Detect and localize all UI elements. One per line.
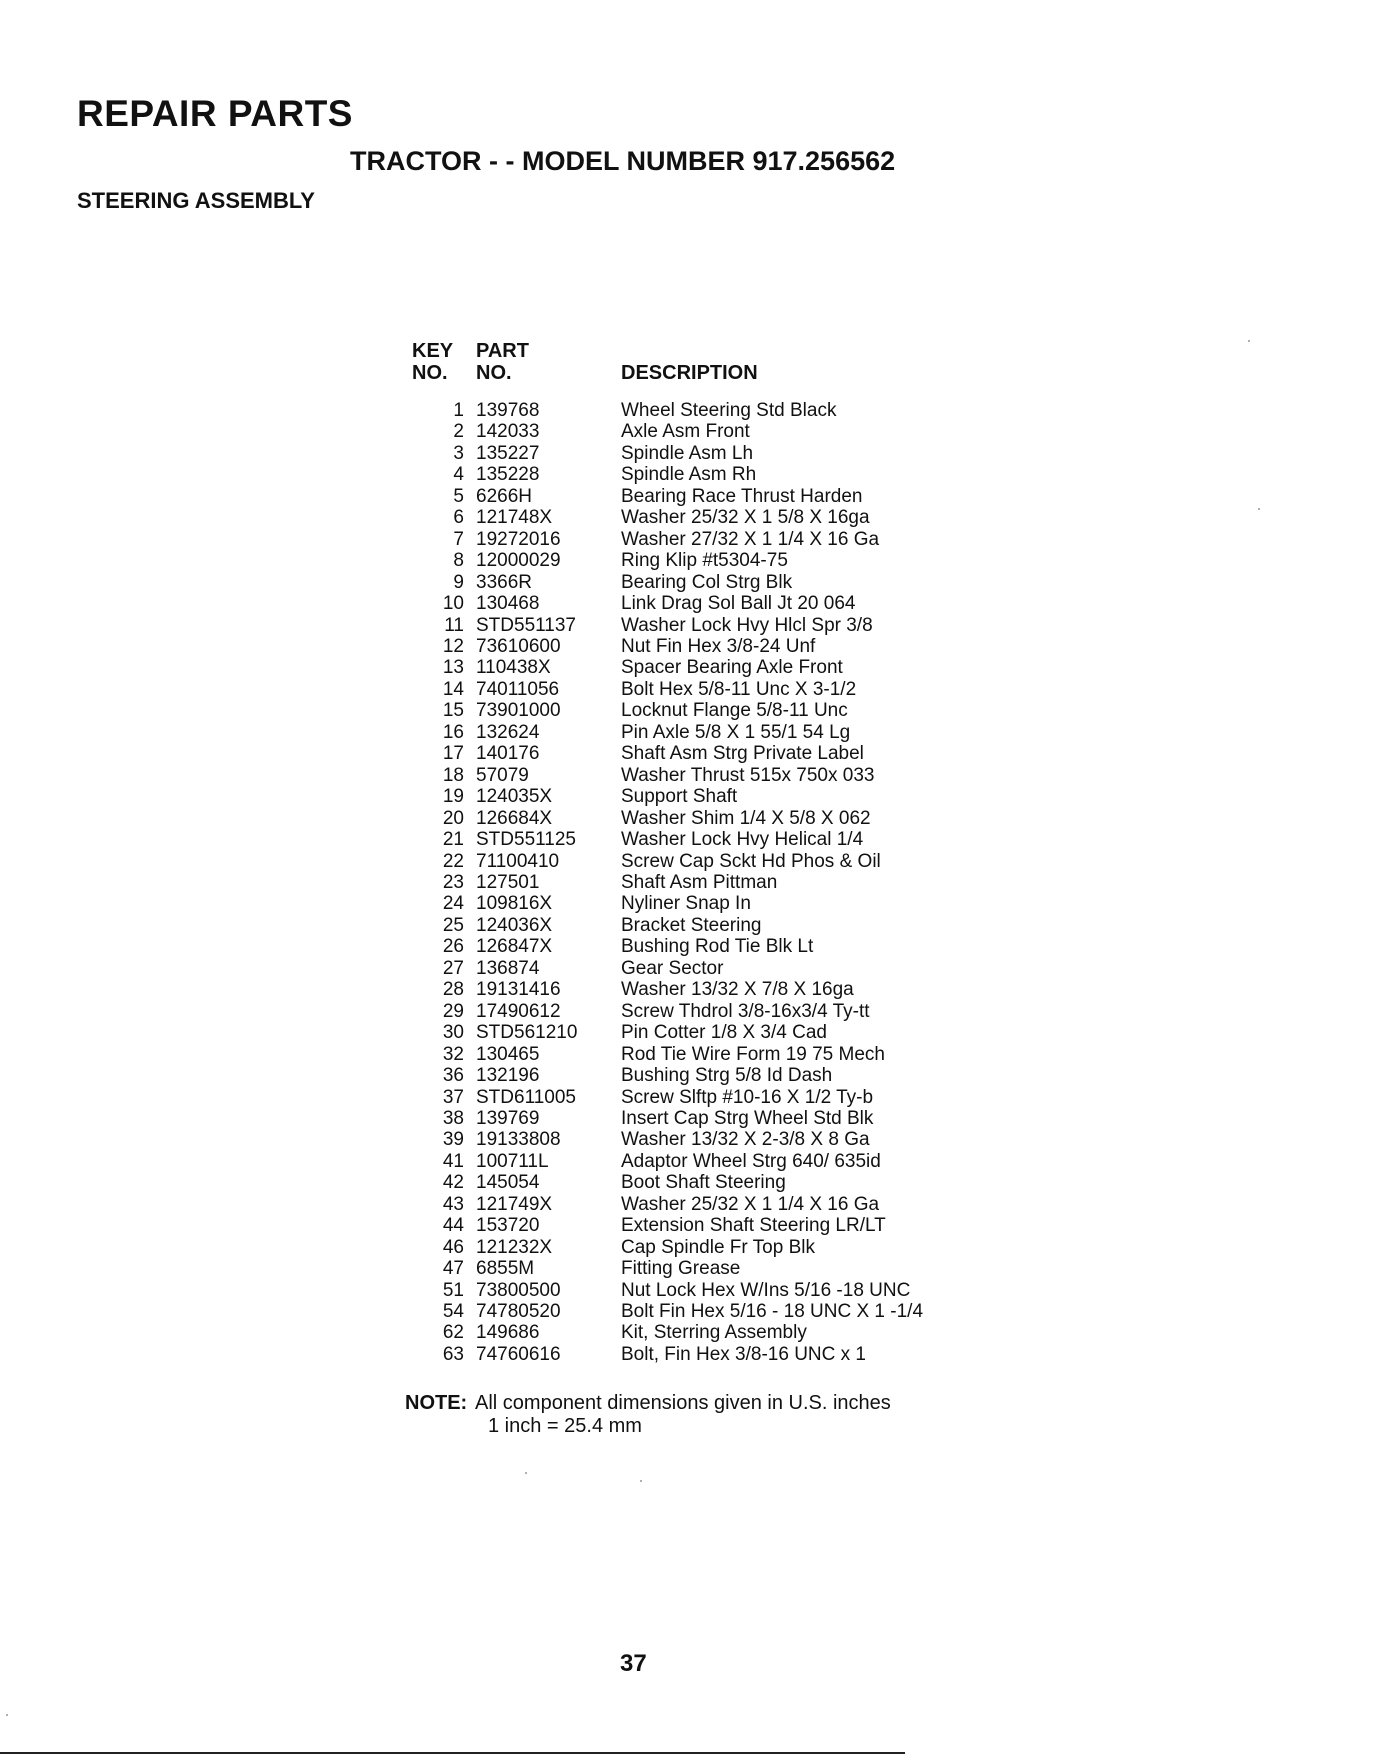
part-description: Washer 25/32 X 1 5/8 X 16ga [621, 507, 870, 529]
parts-table-body [412, 400, 981, 1365]
table-row [412, 722, 981, 743]
part-description: Fitting Grease [621, 1258, 741, 1280]
part-number: 74011056 [476, 678, 560, 700]
key-number: 9 [453, 571, 464, 593]
parts-table-header [412, 340, 981, 400]
part-description: Washer 27/32 X 1 1/4 X 16 Ga [621, 528, 880, 550]
scan-speck [1248, 340, 1250, 342]
table-row [412, 1087, 981, 1108]
part-number: 126847X [476, 936, 553, 958]
model-title: TRACTOR - - MODEL NUMBER 917.256562 [350, 146, 896, 176]
part-number: 121749X [476, 1193, 553, 1215]
part-number: 126684X [476, 807, 553, 829]
key-number: 62 [442, 1322, 464, 1344]
key-number: 1 [453, 400, 464, 421]
scan-speck [1258, 508, 1260, 510]
part-number: STD561210 [476, 1022, 578, 1044]
key-number: 3 [453, 442, 464, 464]
part-description: Wheel Steering Std Black [621, 400, 837, 421]
part-number: 110438X [476, 657, 551, 679]
header-gap-cell [476, 384, 621, 400]
table-row [412, 1194, 981, 1215]
header-gap-cell [412, 384, 476, 400]
key-number: 39 [442, 1129, 464, 1151]
part-number: 19131416 [476, 979, 561, 1001]
table-row [412, 829, 981, 850]
table-row [412, 1258, 981, 1279]
key-number: 18 [442, 764, 464, 786]
header-row-2 [412, 362, 981, 384]
table-row [412, 1301, 981, 1322]
table-row [412, 593, 981, 614]
part-number: 3366R [476, 571, 532, 593]
key-number: 22 [442, 850, 464, 872]
table-row [412, 550, 981, 571]
page-title: REPAIR PARTS [77, 93, 353, 134]
part-description: Bearing Col Strg Blk [621, 571, 793, 593]
header-row-1 [412, 340, 981, 362]
part-number: 130465 [476, 1043, 540, 1065]
key-number: 6 [453, 507, 464, 529]
note [405, 1392, 891, 1438]
part-description: Pin Cotter 1/8 X 3/4 Cad [621, 1022, 827, 1044]
part-description: Link Drag Sol Ball Jt 20 064 [621, 593, 856, 615]
part-number: 6855M [476, 1258, 535, 1280]
key-number: 11 [444, 614, 464, 636]
header-key-line2: NO. [412, 362, 448, 384]
part-number: 124036X [476, 914, 553, 936]
part-number: 6266H [476, 485, 532, 507]
key-number: 32 [442, 1043, 464, 1065]
part-description: Screw Thdrol 3/8-16x3/4 Ty-tt [621, 1000, 870, 1022]
key-number: 7 [453, 528, 464, 550]
part-number: 136874 [476, 957, 540, 979]
table-row [412, 1022, 981, 1043]
table-row [412, 1215, 981, 1236]
table-row [412, 1237, 981, 1258]
table-row [412, 1001, 981, 1022]
table-row [412, 1344, 981, 1365]
table-row [412, 765, 981, 786]
page-number: 37 [620, 1650, 647, 1677]
part-number: STD551125 [476, 829, 576, 851]
key-number: 26 [442, 936, 464, 958]
note-conversion: 1 inch = 25.4 mm [488, 1415, 642, 1437]
key-number: 27 [442, 957, 464, 979]
table-row [412, 700, 981, 721]
table-row [412, 615, 981, 636]
table-row [412, 464, 981, 485]
key-number: 15 [442, 700, 464, 722]
part-number: 57079 [476, 764, 529, 786]
part-description: Nut Lock Hex W/Ins 5/16 -18 UNC [621, 1279, 911, 1301]
part-description: Kit, Sterring Assembly [621, 1322, 807, 1344]
key-number: 5 [453, 485, 464, 507]
table-row [412, 958, 981, 979]
part-number: 73901000 [476, 700, 561, 722]
table-row [412, 486, 981, 507]
key-number: 63 [442, 1343, 464, 1365]
part-number: 132196 [476, 1065, 540, 1087]
part-number: 130468 [476, 593, 540, 615]
table-row [412, 657, 981, 678]
table-row [412, 1065, 981, 1086]
bottom-rule [0, 1752, 905, 1754]
part-description: Shaft Asm Strg Private Label [621, 743, 864, 765]
header-part-line2: NO. [476, 362, 512, 384]
part-number: 139768 [476, 400, 540, 421]
part-number: 17490612 [476, 1000, 561, 1022]
key-number: 47 [442, 1258, 464, 1280]
table-row [412, 529, 981, 550]
part-description: Nyliner Snap In [621, 893, 751, 915]
part-description: Bushing Strg 5/8 Id Dash [621, 1065, 833, 1087]
part-description: Screw Slftp #10-16 X 1/2 Ty-b [621, 1086, 874, 1108]
part-number: STD551137 [476, 614, 576, 636]
part-description: Shaft Asm Pittman [621, 871, 778, 893]
part-description: Washer Lock Hvy Helical 1/4 [621, 829, 864, 851]
part-number: 12000029 [476, 550, 561, 572]
key-number: 20 [442, 807, 464, 829]
key-number: 12 [442, 635, 464, 657]
part-description: Washer Lock Hvy Hlcl Spr 3/8 [621, 614, 873, 636]
table-row [412, 1280, 981, 1301]
key-number: 38 [442, 1107, 464, 1129]
part-number: 73800500 [476, 1279, 561, 1301]
part-number: 149686 [476, 1322, 540, 1344]
part-description: Ring Klip #t5304-75 [621, 550, 788, 572]
key-number: 51 [442, 1279, 464, 1301]
table-row [412, 915, 981, 936]
part-number: STD611005 [476, 1086, 576, 1108]
key-number: 37 [442, 1086, 464, 1108]
table-row [412, 507, 981, 528]
table-row [412, 851, 981, 872]
table-row [412, 679, 981, 700]
key-number: 42 [442, 1172, 464, 1194]
part-number: 153720 [476, 1215, 540, 1237]
part-number: 71100410 [476, 850, 560, 872]
part-number: 100711L [476, 1150, 549, 1172]
part-description: Axle Asm Front [621, 421, 750, 443]
key-number: 28 [442, 979, 464, 1001]
part-description: Bearing Race Thrust Harden [621, 485, 863, 507]
key-number: 13 [442, 657, 464, 679]
scan-speck [525, 1472, 527, 1474]
key-number: 46 [442, 1236, 464, 1258]
key-number: 4 [453, 464, 464, 486]
part-number: 19272016 [476, 528, 561, 550]
table-row [412, 1172, 981, 1193]
part-description: Support Shaft [621, 786, 738, 808]
part-description: Bolt, Fin Hex 3/8-16 UNC x 1 [621, 1343, 866, 1365]
note-line-1 [405, 1392, 891, 1415]
part-description: Washer 13/32 X 7/8 X 16ga [621, 979, 854, 1001]
scan-speck [6, 1714, 8, 1716]
key-number: 2 [453, 421, 464, 443]
part-number: 74760616 [476, 1343, 561, 1365]
part-description: Gear Sector [621, 957, 724, 979]
key-number: 14 [442, 678, 464, 700]
key-number: 36 [442, 1065, 464, 1087]
table-row [412, 1322, 981, 1343]
key-number: 30 [442, 1022, 464, 1044]
part-number: 121232X [476, 1236, 553, 1258]
part-description: Locknut Flange 5/8-11 Unc [621, 700, 848, 722]
key-number: 16 [442, 721, 464, 743]
part-description: Bolt Fin Hex 5/16 - 18 UNC X 1 -1/4 [621, 1301, 924, 1323]
section-title: STEERING ASSEMBLY [77, 188, 315, 213]
part-number: 124035X [476, 786, 553, 808]
part-description: Screw Cap Sckt Hd Phos & Oil [621, 850, 881, 872]
part-description: Spindle Asm Lh [621, 442, 754, 464]
key-number: 17 [442, 743, 464, 765]
table-row [412, 443, 981, 464]
part-number: 145054 [476, 1172, 540, 1194]
table-row [412, 1151, 981, 1172]
table-row [412, 1044, 981, 1065]
part-number: 135228 [476, 464, 540, 486]
part-number: 109816X [476, 893, 553, 915]
part-description: Washer Shim 1/4 X 5/8 X 062 [621, 807, 871, 829]
key-number: 19 [442, 786, 464, 808]
table-row [412, 1108, 981, 1129]
header-description: DESCRIPTION [621, 362, 758, 384]
part-number: 140176 [476, 743, 540, 765]
part-number: 135227 [476, 442, 540, 464]
key-number: 43 [442, 1193, 464, 1215]
key-number: 25 [442, 914, 464, 936]
part-number: 74780520 [476, 1301, 561, 1323]
part-description: Cap Spindle Fr Top Blk [621, 1236, 815, 1258]
table-row [412, 572, 981, 593]
table-row [412, 1129, 981, 1150]
key-number: 44 [442, 1215, 464, 1237]
key-number: 29 [442, 1000, 464, 1022]
scan-speck [640, 1480, 642, 1482]
key-number: 10 [442, 593, 464, 615]
table-row [412, 893, 981, 914]
part-description: Spindle Asm Rh [621, 464, 757, 486]
note-label: NOTE: [405, 1392, 468, 1414]
part-description: Insert Cap Strg Wheel Std Blk [621, 1107, 874, 1129]
parts-table [412, 340, 981, 1365]
part-description: Washer 13/32 X 2-3/8 X 8 Ga [621, 1129, 870, 1151]
table-row [412, 421, 981, 442]
header-part-line1: PART [476, 340, 529, 362]
key-number: 23 [442, 871, 464, 893]
key-number: 8 [453, 550, 464, 572]
table-row [412, 636, 981, 657]
part-number: 73610600 [476, 635, 561, 657]
part-number: 19133808 [476, 1129, 561, 1151]
key-number: 54 [442, 1301, 464, 1323]
part-number: 142033 [476, 421, 540, 443]
key-number: 21 [442, 829, 464, 851]
part-description: Rod Tie Wire Form 19 75 Mech [621, 1043, 885, 1065]
part-description: Boot Shaft Steering [621, 1172, 786, 1194]
note-text: All component dimensions given in U.S. inches [475, 1392, 891, 1414]
table-row [412, 936, 981, 957]
header-desc-spacer [621, 340, 981, 362]
part-description: Nut Fin Hex 3/8-24 Unf [621, 635, 816, 657]
part-number: 127501 [476, 871, 540, 893]
part-description: Washer 25/32 X 1 1/4 X 16 Ga [621, 1193, 880, 1215]
part-number: 132624 [476, 721, 540, 743]
table-row [412, 743, 981, 764]
key-number: 41 [442, 1150, 464, 1172]
table-row [412, 872, 981, 893]
table-row [412, 786, 981, 807]
table-row [412, 979, 981, 1000]
part-description: Spacer Bearing Axle Front [621, 657, 843, 679]
part-description: Bushing Rod Tie Blk Lt [621, 936, 814, 958]
table-row [412, 400, 981, 421]
part-number: 139769 [476, 1107, 540, 1129]
header-key-line1: KEY [412, 340, 454, 362]
table-row [412, 808, 981, 829]
part-description: Pin Axle 5/8 X 1 55/1 54 Lg [621, 721, 851, 743]
part-description: Adaptor Wheel Strg 640/ 635id [621, 1150, 881, 1172]
part-number: 121748X [476, 507, 553, 529]
header-gap [412, 384, 981, 400]
part-description: Bracket Steering [621, 914, 762, 936]
part-description: Extension Shaft Steering LR/LT [621, 1215, 886, 1237]
header-gap-cell [621, 384, 981, 400]
part-description: Washer Thrust 515x 750x 033 [621, 764, 875, 786]
part-description: Bolt Hex 5/8-11 Unc X 3-1/2 [621, 678, 857, 700]
key-number: 24 [442, 893, 464, 915]
